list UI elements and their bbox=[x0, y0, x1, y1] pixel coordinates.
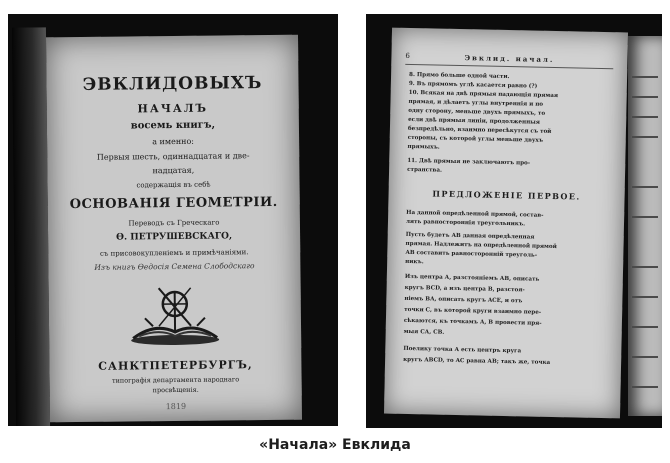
text-line: 8. Прямо больше одной части. bbox=[409, 71, 510, 81]
text-line: никъ. bbox=[405, 258, 424, 266]
title-line: содержащія въ себѣ bbox=[136, 180, 211, 190]
title-line: а именно: bbox=[152, 136, 195, 147]
text-line: 10. Всякая на двѣ прямыя падающія прямая bbox=[408, 89, 559, 100]
book-spine bbox=[12, 27, 50, 426]
handwritten-inscription: Изъ книгъ Ѳедосія Семена Слободскаго bbox=[94, 261, 255, 272]
text-line: На данной опредѣленной прямой, состав- bbox=[406, 209, 544, 219]
figure-caption: «Начала» Евклида bbox=[259, 437, 411, 453]
text-line: прямая. Надлежитъ на опредѣленной прямой bbox=[405, 240, 557, 251]
publication-city: САНКТПЕТЕРБУРГЪ, bbox=[98, 358, 253, 373]
text-page bbox=[384, 28, 628, 419]
text-line: 9. Въ прямомъ углѣ касается равно (?) bbox=[408, 80, 538, 90]
title-line: Первыя шесть, одиннадцатая и две- bbox=[96, 151, 250, 162]
title-line: съ присовокупленіемъ и примѣчаніями. bbox=[99, 248, 249, 258]
adjacent-page-edge bbox=[628, 36, 662, 416]
text-line: точки С, въ которой круги взаимно пере- bbox=[404, 306, 542, 316]
text-line: мыя СА, СВ. bbox=[403, 328, 445, 336]
text-line: Изъ центра А, разстояніемъ АВ, описать bbox=[404, 273, 540, 283]
text-line: если двѣ прямыя линіи, продолженныя bbox=[408, 116, 540, 126]
title-line: НАЧАЛЪ bbox=[137, 101, 209, 116]
text-line: прямая, и дѣлаетъ углы внутреннія и по bbox=[408, 98, 544, 108]
header-title: Эвклид. начал. bbox=[464, 53, 555, 64]
text-line: странства. bbox=[407, 166, 442, 174]
printer-line: просвѣщенія. bbox=[152, 385, 199, 395]
printer-line: типографія департамента народнаго bbox=[111, 375, 240, 385]
page-number: 6 bbox=[405, 51, 411, 60]
publication-year: 1819 bbox=[165, 401, 187, 412]
text-line: АВ составить равносторонній треуголь- bbox=[405, 249, 538, 259]
text-line: лять равностороннія треугольникъ. bbox=[405, 218, 526, 228]
text-line: Пусть будетъ АВ данная опредѣленная bbox=[405, 231, 535, 241]
text-line: безпредѣльно, взаимно пересѣкутся съ той bbox=[407, 125, 552, 135]
text-line: Поелику точка А есть центръ круга bbox=[403, 345, 522, 355]
book-subtitle: ОСНОВАНІЯ ГЕОМЕТРІИ. bbox=[69, 194, 278, 213]
header-rule bbox=[405, 64, 613, 69]
text-line: ніемъ ВА, описать кругъ ACE, и отъ bbox=[404, 295, 523, 305]
text-line: кругъ ABCD, то AC равна АВ; такъ же, точка bbox=[403, 356, 551, 366]
proposition-heading: ПРЕДЛОЖЕНІЕ ПЕРВОЕ. bbox=[432, 188, 581, 202]
title-line: восемь книгъ, bbox=[130, 119, 216, 132]
text-line: сѣкаются, къ точкамъ А, В провести пря- bbox=[403, 317, 542, 327]
title-page-photo bbox=[8, 14, 338, 426]
title-page bbox=[46, 35, 302, 423]
text-line: одну сторону, меньше двухъ прямыхъ, то bbox=[408, 107, 546, 117]
text-line: стороны, съ которой углы меньше двухъ bbox=[407, 134, 544, 144]
text-page-photo bbox=[366, 14, 662, 428]
book-title: ЭВКЛИДОВЫХЪ bbox=[82, 73, 263, 95]
text-line: прямыхъ. bbox=[407, 143, 440, 151]
text-line: 11. Двѣ прямыя не заключаютъ про- bbox=[407, 157, 531, 167]
text-line: кругъ BCD, а изъ центра В, разстоя- bbox=[404, 284, 525, 294]
title-line: надцатая, bbox=[152, 165, 195, 176]
title-line: Переводъ съ Греческаго bbox=[128, 218, 220, 228]
emblem-icon bbox=[125, 281, 226, 346]
running-header bbox=[405, 52, 613, 65]
translator-name: Ѳ. ПЕТРУШЕВСКАГО, bbox=[116, 231, 233, 243]
